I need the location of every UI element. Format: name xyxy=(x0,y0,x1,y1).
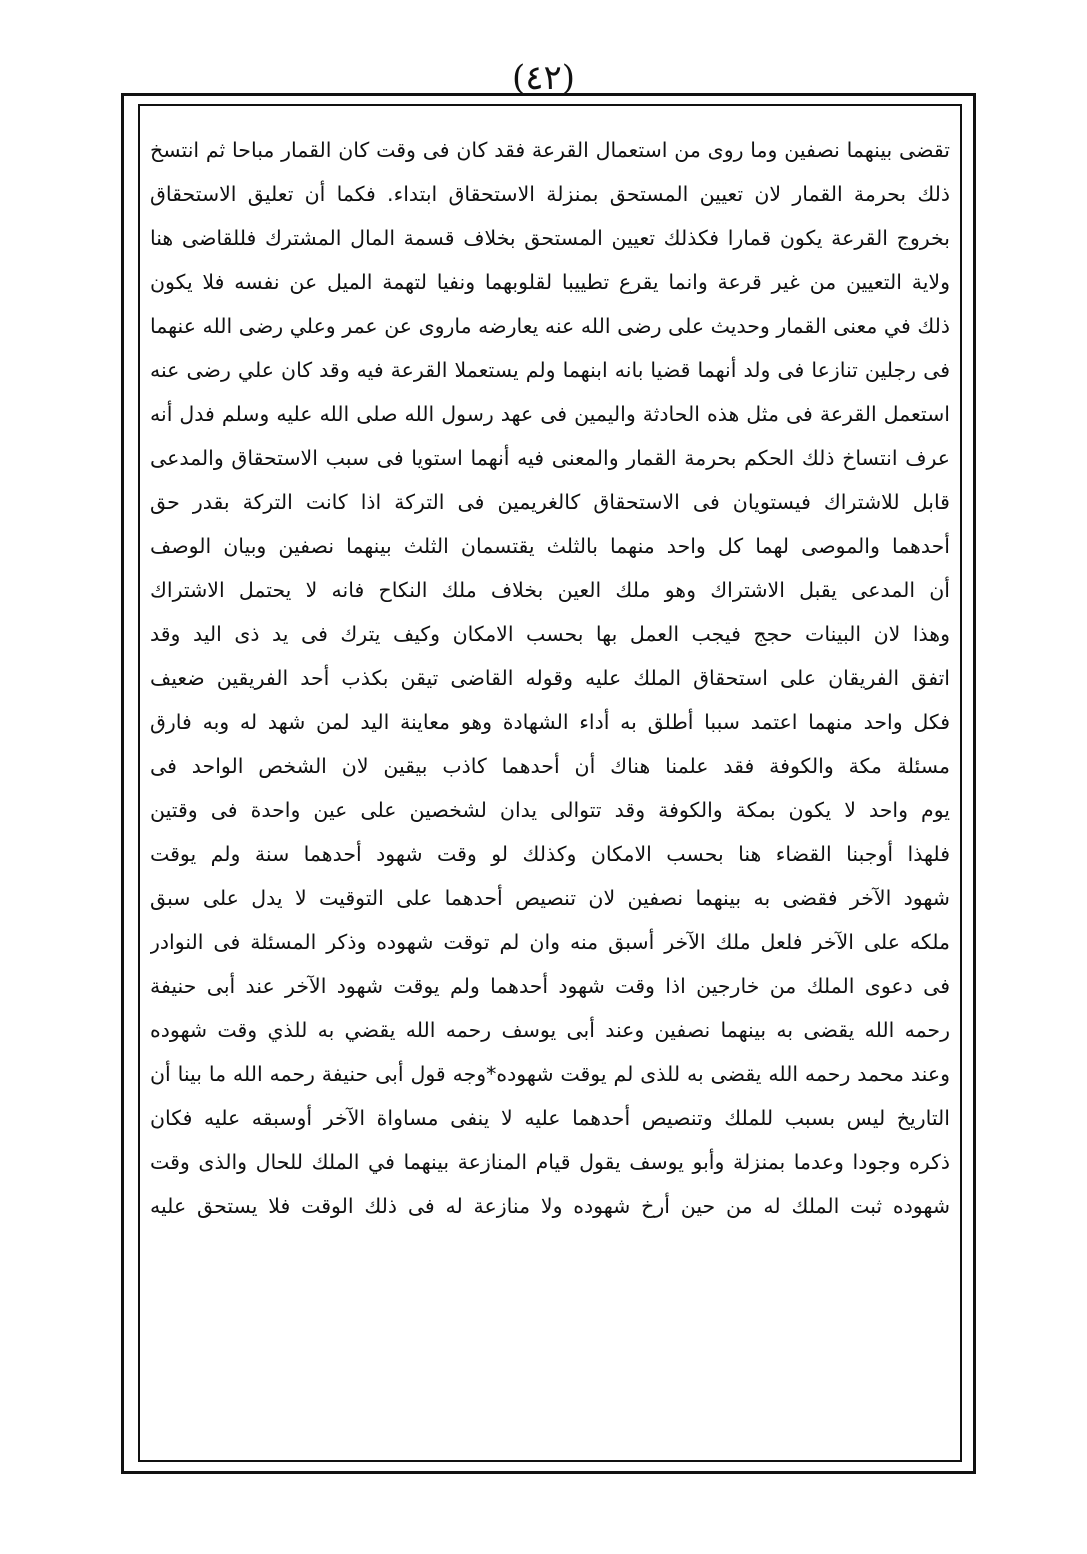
text-line: وعند محمد رحمه الله يقضى به للذى لم يوقت شهوده*وجه قول أبى حنيفة رحمه الله ما بينا أن xyxy=(150,1062,950,1086)
text-line: اتفق الفريقان على استحقاق الملك عليه وقوله القاضى تيقن بكذب أحد الفريقين ضعيف xyxy=(150,666,950,690)
text-line: أن المدعى يقبل الاشتراك وهو ملك العين بخلاف ملك النكاح فانه لا يحتمل الاشتراك xyxy=(150,578,950,602)
text-line: فى دعوى الملك من خارجين اذا وقت شهود أحدهما ولم يوقت شهود الآخر عند أبى حنيفة xyxy=(150,974,950,998)
text-line: فى رجلين تنازعا فى ولد أنهما قضيا بانه ابنهما ولم يستعملا القرعة فيه وقد كان علي رضى عنه xyxy=(150,358,950,382)
text-line: شهوده ثبت الملك له من حين أرخ شهوده ولا منازعة له فى ذلك الوقت فلا يستحق عليه xyxy=(150,1194,950,1218)
text-line: فلهذا أوجبنا القضاء هنا بحسب الامكان وكذلك لو وقت شهود أحدهما سنة ولم يوقت xyxy=(150,842,950,866)
text-line: بخروج القرعة يكون قمارا فكذلك تعيين المستحق بخلاف قسمة المال المشترك فللقاضى هنا xyxy=(150,226,950,250)
text-line: رحمه الله يقضى به بينهما نصفين وعند أبى يوسف رحمه الله يقضي به للذي وقت شهوده xyxy=(150,1018,950,1042)
text-line: مسئلة مكة والكوفة فقد علمنا هناك أن أحدهما كاذب بيقين لان الشخص الواحد فى xyxy=(150,754,950,778)
text-line: شهود الآخر فقضى به بينهما نصفين لان تنصيص أحدهما على التوقيت لا يدل على سبق xyxy=(150,886,950,910)
text-line: عرف انتساخ ذلك الحكم بحرمة القمار والمعنى فيه أنهما استويا فى سبب الاستحقاق والمدعى xyxy=(150,446,950,470)
text-line: ذكره وجودا وعدما بمنزلة وأبو يوسف يقول قيام المنازعة بينهما في الملك للحال والذى وقت xyxy=(150,1150,950,1174)
page-body-text xyxy=(150,128,950,1458)
text-line: تقضى بينهما نصفين وما روى من استعمال القرعة فقد كان فى وقت كان القمار مباحا ثم انتسخ xyxy=(150,138,950,162)
text-line: التاريخ ليس بسبب للملك وتنصيص أحدهما عليه لا ينفى مساواة الآخر أوسبقه عليه فكان xyxy=(150,1106,950,1130)
text-line: ولاية التعيين من غير قرعة وانما يقرع تطييبا لقلوبهما ونفيا لتهمة الميل عن نفسه فلا يكون xyxy=(150,270,950,294)
text-line: استعمل القرعة فى مثل هذه الحادثة واليمين فى عهد رسول الله صلى الله عليه وسلم فدل أنه xyxy=(150,402,950,426)
text-line: ذلك بحرمة القمار لان تعيين المستحق بمنزلة الاستحقاق ابتداء. فكما أن تعليق الاستحقاق xyxy=(150,182,950,206)
text-line: ذلك في معنى القمار وحديث على رضى الله عنه يعارضه ماروى عن عمر وعلي رضى الله عنهما xyxy=(150,314,950,338)
page-number: (٤٢) xyxy=(511,58,576,98)
text-line: ملكه على الآخر فلعل ملك الآخر أسبق منه وان لم توقت شهوده وذكر المسئلة فى النوادر xyxy=(150,930,950,954)
text-line: أحدهما والموصى لهما كل واحد منهما بالثلث يقتسمان الثلث بينهما نصفين وبيان الوصف xyxy=(150,534,950,558)
text-line: يوم واحد لا يكون بمكة والكوفة وقد تتوالى يدان لشخصين على عين واحدة فى وقتين xyxy=(150,798,950,822)
text-line: قابل للاشتراك فيستويان فى الاستحقاق كالغريمين فى التركة اذا كانت التركة بقدر حق xyxy=(150,490,950,514)
text-line: فكل واحد منهما اعتمد سببا أطلق به أداء الشهادة وهو معاينة اليد لمن شهد له وبه فارق xyxy=(150,710,950,734)
text-line: وهذا لان البينات حجج فيجب العمل بها بحسب الامكان وكيف يترك فى يد ذى اليد وقد xyxy=(150,622,950,646)
